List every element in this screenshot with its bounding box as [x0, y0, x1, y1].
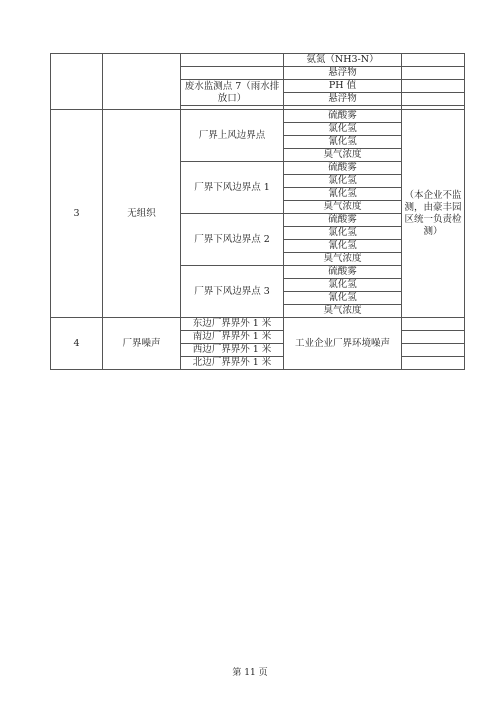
section-no-cell: 3 [51, 110, 103, 318]
note-cell [402, 344, 465, 357]
item-cell: 氰化氢 [284, 188, 402, 201]
item-cell: PH 值 [284, 80, 402, 93]
item-cell: 硫酸雾 [284, 110, 402, 123]
item-cell: 悬浮物 [284, 67, 402, 80]
item-cell: 工业企业厂界环境噪声 [284, 318, 402, 370]
section-no-cell: 4 [51, 318, 103, 370]
note-cell [402, 54, 465, 67]
monitoring-point-cell: 东边厂界界外 1 米 [181, 318, 284, 331]
note-cell [402, 93, 465, 106]
note-cell [402, 80, 465, 93]
item-cell: 臭气浓度 [284, 253, 402, 266]
item-cell: 氯化氢 [284, 227, 402, 240]
monitoring-point-cell: 厂界下风边界点 3 [181, 266, 284, 318]
monitoring-point-cell: 厂界下风边界点 2 [181, 214, 284, 266]
monitoring-point-cell: 西边厂界界外 1 米 [181, 344, 284, 357]
item-cell: 氰化氢 [284, 292, 402, 305]
item-cell: 氯化氢 [284, 175, 402, 188]
item-cell: 氯化氢 [284, 279, 402, 292]
section-type-cell [103, 54, 181, 110]
item-cell: 硫酸雾 [284, 162, 402, 175]
monitoring-table [50, 53, 465, 370]
item-cell: 氰化氢 [284, 136, 402, 149]
item-cell: 臭气浓度 [284, 305, 402, 318]
item-cell: 硫酸雾 [284, 266, 402, 279]
item-cell: 氯化氢 [284, 123, 402, 136]
note-cell: （本企业不监测，由豪丰园区统一负责检测） [402, 110, 465, 318]
page-number: 第 11 页 [232, 668, 268, 678]
note-cell [402, 318, 465, 331]
item-cell: 臭气浓度 [284, 201, 402, 214]
point-cell [181, 54, 284, 67]
monitoring-point-cell: 厂界上风边界点 [181, 110, 284, 162]
monitoring-point-cell: 北边厂界界外 1 米 [181, 357, 284, 370]
item-cell: 氨氮（NH3-N） [284, 54, 402, 67]
section-type-cell: 厂界噪声 [103, 318, 181, 370]
item-cell: 臭气浓度 [284, 149, 402, 162]
wastewater-point-7: 废水监测点 7（雨水排放口） [181, 80, 284, 106]
monitoring-point-cell: 厂界下风边界点 1 [181, 162, 284, 214]
note-cell [402, 331, 465, 344]
note-cell [402, 67, 465, 80]
item-cell: 氰化氢 [284, 240, 402, 253]
section-type-cell: 无组织 [103, 110, 181, 318]
section-no-cell [51, 54, 103, 110]
monitoring-point-cell: 南边厂界界外 1 米 [181, 331, 284, 344]
item-cell: 硫酸雾 [284, 214, 402, 227]
point-cell [181, 67, 284, 80]
table-row [51, 318, 465, 331]
note-cell [402, 357, 465, 370]
item-cell: 悬浮物 [284, 93, 402, 106]
table-row [51, 110, 465, 123]
table-row [51, 54, 465, 67]
